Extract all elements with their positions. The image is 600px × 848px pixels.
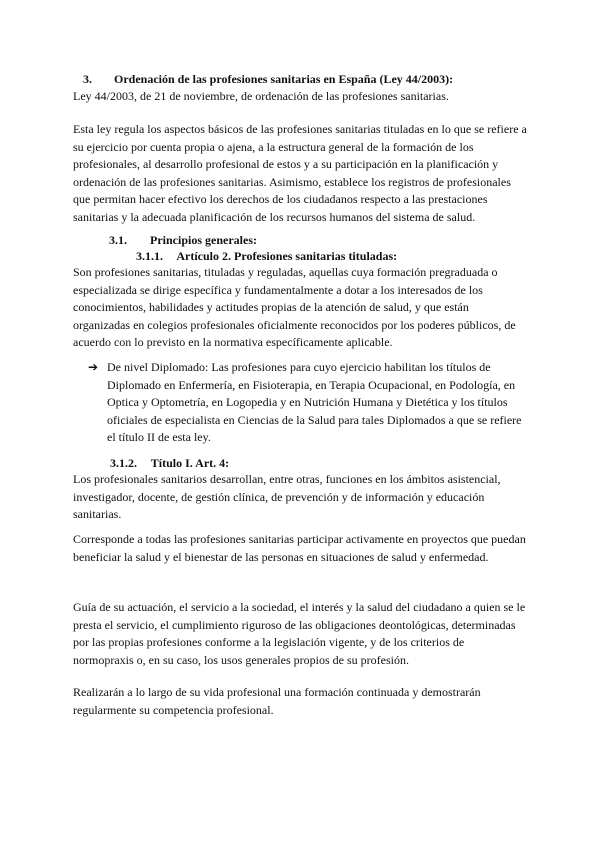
- section-3-1-heading: [109, 232, 563, 250]
- paragraph: Guía de su actuación, el servicio a la sociedad, el interés y la salud del ciudadano a quien se le presta el servicio, el cumplimiento riguroso de las obligaciones deontológicas, determinadas por las propias profesiones conforme a la legislación vigente, y de los criterios de normopraxis o, en su caso, los usos generales propios de su profesión.: [73, 600, 526, 667]
- section-title: Ordenación de las profesiones sanitarias en España (Ley 44/2003):: [114, 72, 454, 86]
- arrow-right-icon: ➔: [88, 360, 99, 374]
- section-3-1-2-heading: [110, 455, 564, 473]
- section-title: Título I. Art. 4:: [150, 456, 230, 470]
- paragraph: Realizarán a lo largo de su vida profesional una formación continuada y demostrarán regularmente su competencia profesional.: [73, 685, 481, 717]
- section-3-1-1-heading: [136, 248, 536, 266]
- section-number: 3.1.1.: [136, 249, 163, 263]
- paragraph: Corresponde a todas las profesiones sanitarias participar activamente en proyectos que puedan beneficiar la salud y el bienestar de las personas en situaciones de salud y enfermedad.: [73, 532, 526, 564]
- section-3-heading: [83, 71, 537, 89]
- article-2-paragraph: Son profesiones sanitarias, tituladas y reguladas, aquellas cuya formación pregraduada o especializada se dirige específica y fundamentalmente a dotar a los interesados de los conocimientos, habilidades y actitudes propias de la atención de salud, y que están organizadas en colegios profesionales oficialmente reconocidos por los poderes públicos, de acuerdo con lo previsto en la normativa específicamente aplicable.: [73, 265, 516, 350]
- section-number: 3.: [83, 72, 92, 86]
- bullet-text: De nivel Diplomado: Las profesiones para cuyo ejercicio habilitan los títulos de Diplomado en Enfermería, en Fisioterapia, en Terapia Ocupacional, en Podología, en Optica y Optometría, en Logopedia y en Nutrición Humana y Dietética y los títulos oficiales de especialista en Ciencias de la Salud para tales Diplomados a que se refiere el título II de esta ley.: [107, 360, 522, 445]
- section-number: 3.1.2.: [110, 456, 137, 470]
- section-title: Artículo 2. Profesiones sanitarias tituladas:: [176, 249, 398, 263]
- section-title: Principios generales:: [150, 233, 257, 247]
- paragraph: Los profesionales sanitarios desarrollan, entre otras, funciones en los ámbitos asistencial, investigador, docente, de gestión clínica, de prevención y de información y educación sanitarias.: [73, 472, 501, 522]
- section-number: 3.1.: [109, 233, 127, 247]
- intro-paragraph: Esta ley regula los aspectos básicos de las profesiones sanitarias tituladas en lo que se refiere a su ejercicio por cuenta propia o ajena, a la estructura general de la formación de los profesionales, al desarrollo profesional de estos y a su participación en la planificación y ordenación de las profesiones sanitarias. Asimismo, establece los registros de profesionales que permitan hacer efectivo los derechos de los ciudadanos respecto a las prestaciones sanitarias y la adecuada planificación de los recursos humanos del sistema de salud.: [73, 122, 527, 224]
- law-reference: Ley 44/2003, de 21 de noviembre, de ordenación de las profesiones sanitarias.: [73, 89, 449, 103]
